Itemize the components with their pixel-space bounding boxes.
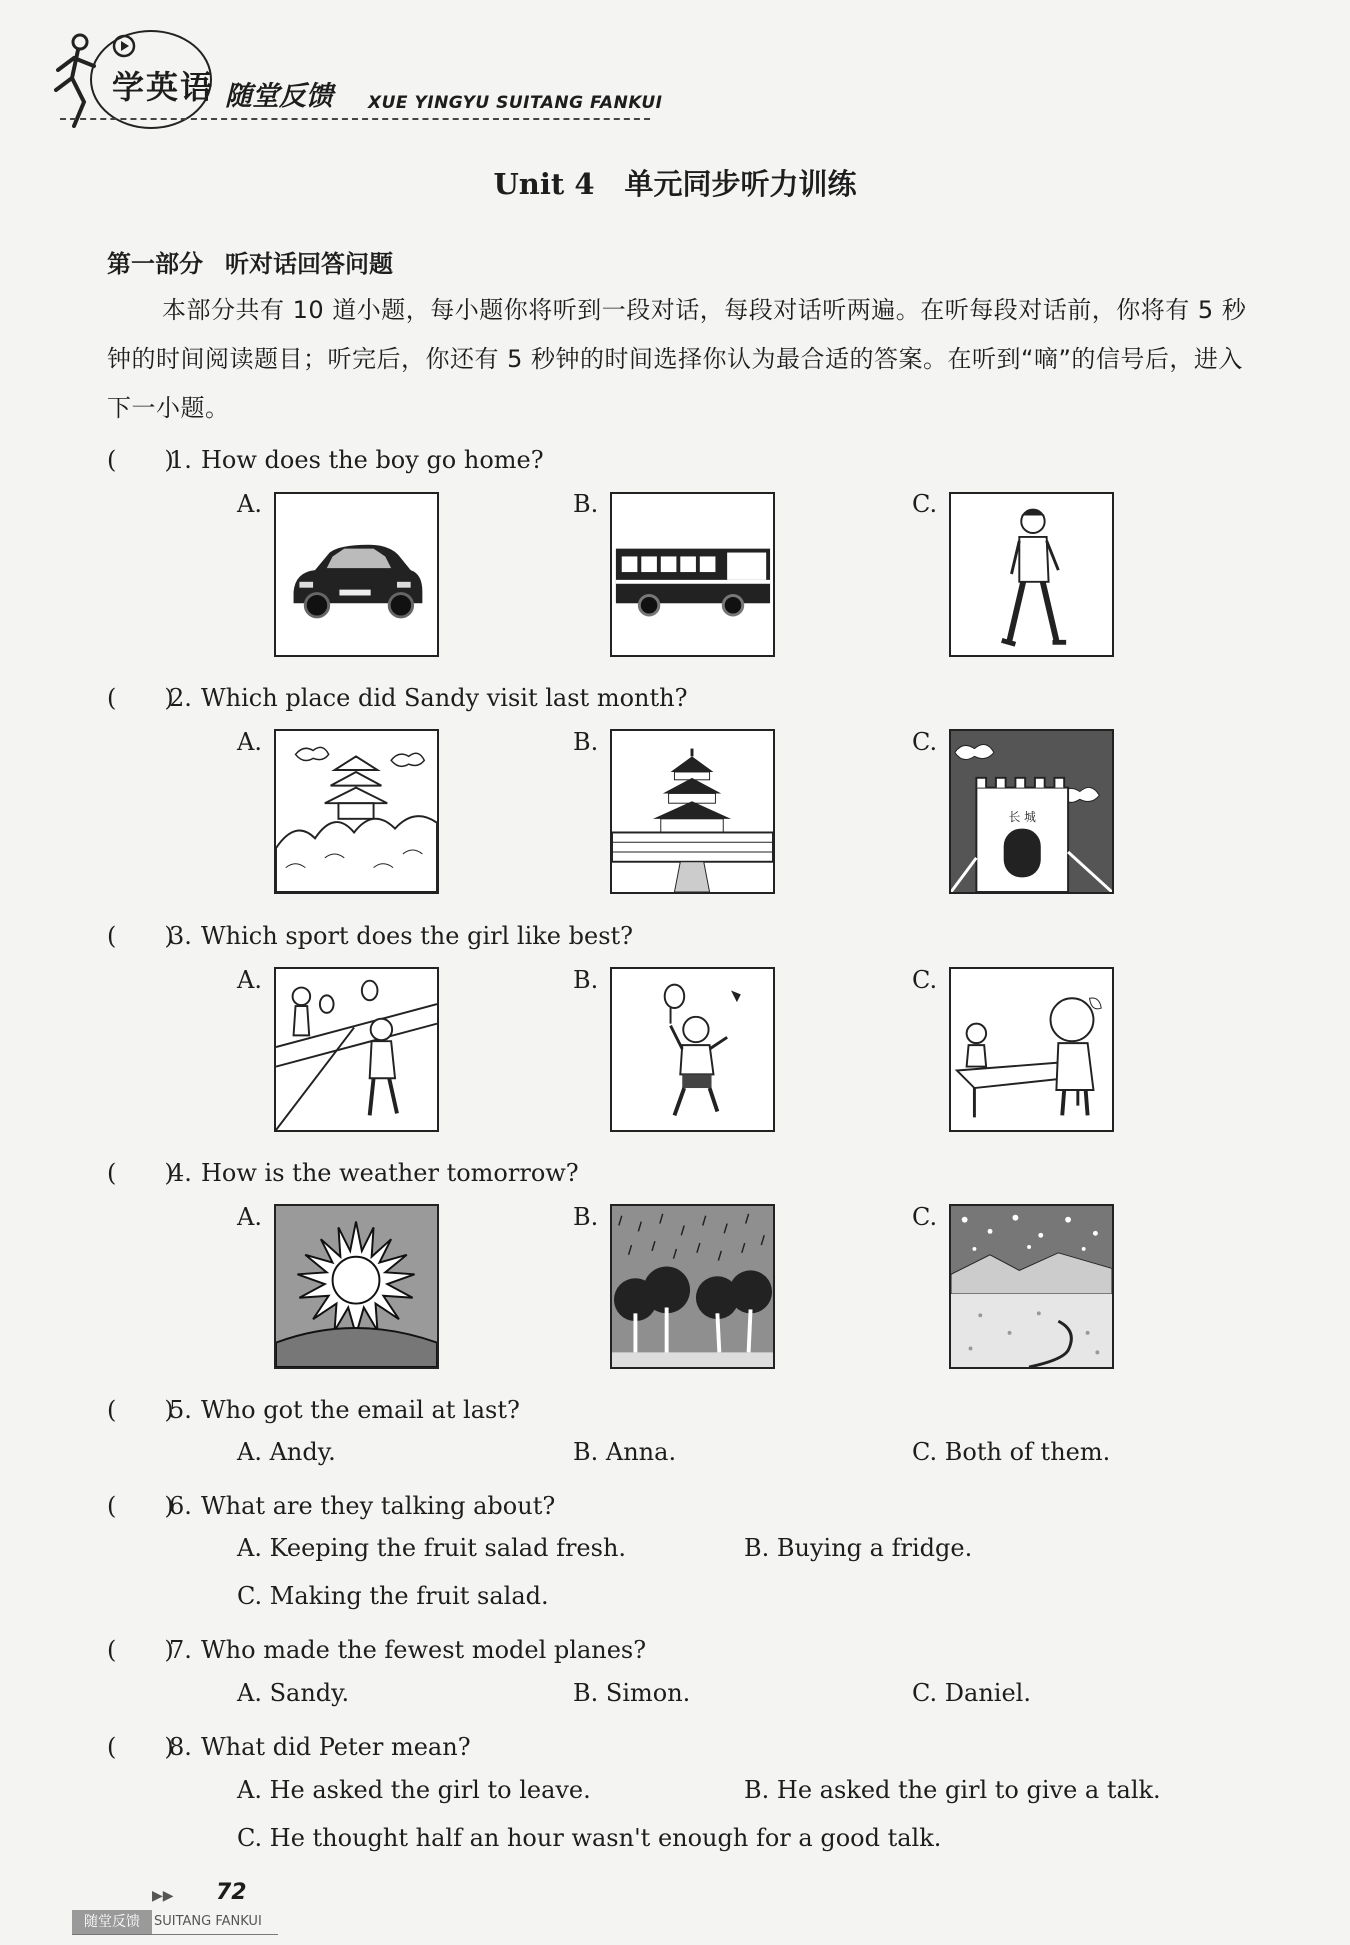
question-text: What are they talking about? <box>201 1492 556 1520</box>
great-wall-sign: 长 城 <box>1008 809 1036 824</box>
option-a[interactable]: A. Keeping the fruit salad fresh. <box>237 1534 627 1562</box>
option-c[interactable]: C. He thought half an hour wasn't enough for a good talk. <box>237 1824 942 1852</box>
bus-image[interactable] <box>610 492 775 657</box>
page-number: 72 <box>216 1880 247 1905</box>
option-label-a: A. <box>237 728 262 756</box>
option-b[interactable]: B. He asked the girl to give a talk. <box>744 1776 1161 1804</box>
brand-title: 学英语 <box>112 68 215 106</box>
option-label-b: B. <box>573 490 599 518</box>
option-c[interactable]: C. Making the fruit salad. <box>237 1582 549 1610</box>
option-a[interactable]: A. Sandy. <box>237 1679 350 1707</box>
option-a[interactable]: A. Andy. <box>237 1438 336 1466</box>
play-icon <box>112 34 136 58</box>
question-4: ( )4. How is the weather tomorrow? <box>107 1153 579 1188</box>
question-text: Who got the email at last? <box>201 1396 520 1424</box>
question-8: ( )8. What did Peter mean? <box>107 1727 471 1762</box>
footer-divider <box>72 1934 278 1935</box>
answer-blank[interactable]: ( ) <box>107 1159 174 1187</box>
option-b[interactable]: B. Anna. <box>573 1438 677 1466</box>
question-text: Which sport does the girl like best? <box>201 922 634 950</box>
section-heading <box>107 244 393 279</box>
sunny-image[interactable] <box>274 1204 439 1369</box>
option-label-a: A. <box>237 1203 262 1231</box>
walking-boy-image[interactable] <box>949 492 1114 657</box>
option-a[interactable]: A. He asked the girl to leave. <box>237 1776 591 1804</box>
rainy-image[interactable] <box>610 1204 775 1369</box>
option-c[interactable]: C. Both of them. <box>912 1438 1111 1466</box>
question-7: ( )7. Who made the fewest model planes? <box>107 1630 646 1665</box>
option-label-b: B. <box>573 728 599 756</box>
question-3: ( )3. Which sport does the girl like best? <box>107 916 633 951</box>
temple-hill-image[interactable] <box>274 729 439 894</box>
option-c[interactable]: C. Daniel. <box>912 1679 1031 1707</box>
badminton-image[interactable] <box>610 967 775 1132</box>
option-label-c: C. <box>912 490 938 518</box>
question-text: What did Peter mean? <box>201 1733 471 1761</box>
question-2: ( )2. Which place did Sandy visit last month? <box>107 678 687 713</box>
option-label-b: B. <box>573 966 599 994</box>
page-title <box>0 162 1350 203</box>
snowy-image[interactable] <box>949 1204 1114 1369</box>
footer-brand-box: 随堂反馈 <box>72 1910 152 1934</box>
section-name: 听对话回答问题 <box>225 250 393 278</box>
footer-brand-en: SUITANG FANKUI <box>154 1914 262 1929</box>
option-label-c: C. <box>912 728 938 756</box>
answer-blank[interactable]: ( ) <box>107 684 174 712</box>
unit-name: 单元同步听力训练 <box>624 167 857 201</box>
option-b[interactable]: B. Buying a fridge. <box>744 1534 973 1562</box>
car-image[interactable] <box>274 492 439 657</box>
table-tennis-image[interactable] <box>949 967 1114 1132</box>
answer-blank[interactable]: ( ) <box>107 1396 174 1424</box>
question-text: Which place did Sandy visit last month? <box>201 684 688 712</box>
answer-blank[interactable]: ( ) <box>107 1492 174 1520</box>
question-text: Who made the fewest model planes? <box>201 1636 647 1664</box>
brand-pinyin: XUE YINGYU SUITANG FANKUI <box>368 93 663 113</box>
option-label-b: B. <box>573 1203 599 1231</box>
section-part: 第一部分 <box>107 250 203 278</box>
answer-blank[interactable]: ( ) <box>107 1636 174 1664</box>
banner-divider <box>60 118 650 120</box>
answer-blank[interactable]: ( ) <box>107 1733 174 1761</box>
answer-blank[interactable]: ( ) <box>107 922 174 950</box>
unit-label: Unit 4 <box>493 167 595 201</box>
question-text: How does the boy go home? <box>201 446 544 474</box>
option-label-c: C. <box>912 966 938 994</box>
temple-of-heaven-image[interactable] <box>610 729 775 894</box>
answer-blank[interactable]: ( ) <box>107 446 174 474</box>
question-5: ( )5. Who got the email at last? <box>107 1390 520 1425</box>
question-text: How is the weather tomorrow? <box>201 1159 579 1187</box>
question-1: ( )1. How does the boy go home? <box>107 440 544 475</box>
footer-arrows-icon: ▶▶ <box>152 1888 174 1904</box>
instructions: 本部分共有 10 道小题，每小题你将听到一段对话，每段对话听两遍。在听每段对话前，你将有 5 秒钟的时间阅读题目；听完后，你还有 5 秒钟的时间选择你认为最合适的答案。在听到“嘀”的信号后，进入下一小题。 <box>107 296 1247 422</box>
great-wall-image[interactable] <box>949 729 1114 894</box>
option-label-c: C. <box>912 1203 938 1231</box>
brand-subtitle: 随堂反馈 <box>225 81 333 112</box>
option-label-a: A. <box>237 490 262 518</box>
tennis-image[interactable] <box>274 967 439 1132</box>
question-6: ( )6. What are they talking about? <box>107 1486 555 1521</box>
option-b[interactable]: B. Simon. <box>573 1679 691 1707</box>
option-label-a: A. <box>237 966 262 994</box>
